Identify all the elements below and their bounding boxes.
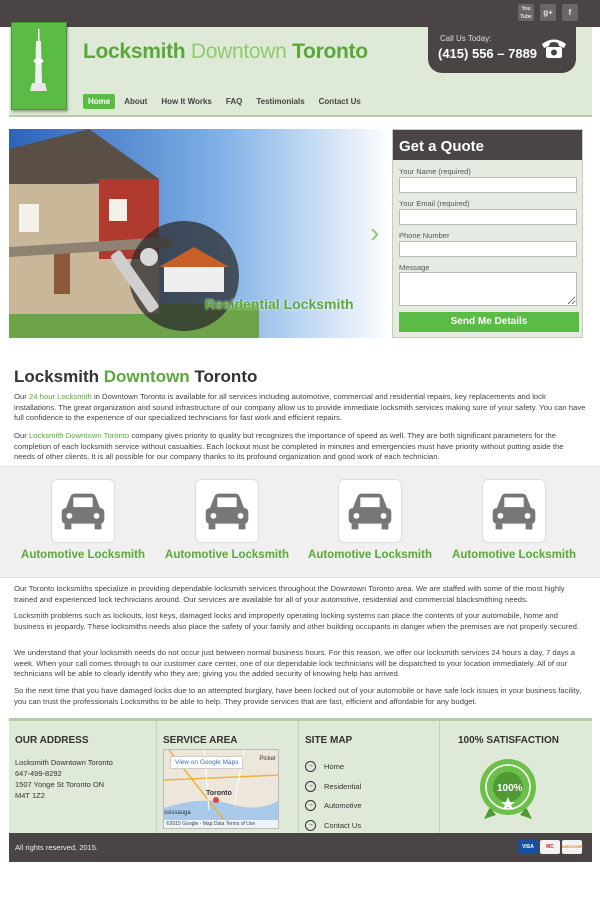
24-hour-link[interactable]: 24 hour Locksmith [28, 392, 92, 401]
sitemap-home[interactable]: → Home [307, 762, 345, 772]
youtube-icon[interactable]: You Tube [518, 4, 534, 21]
call-box [428, 27, 576, 73]
service-item[interactable] [13, 479, 153, 561]
service-label: Automotive Locksmith [452, 549, 576, 561]
address-phone: 647-499-8292 [15, 769, 62, 778]
nav-home[interactable]: Home [83, 94, 115, 109]
sitemap-contact[interactable]: → Contact Us [307, 820, 362, 830]
visa-icon: VISA [518, 840, 538, 854]
arrow-right-icon: → [305, 781, 316, 792]
sitemap-residential[interactable]: → Residential [307, 781, 362, 791]
service-label: Automotive Locksmith [21, 549, 145, 561]
company-link[interactable]: Locksmith Downtown Toronto [28, 431, 130, 440]
view-on-maps-button[interactable]: View on Google Maps [170, 756, 243, 769]
service-area-column [157, 721, 299, 836]
top-bar [0, 0, 600, 27]
body-paragraph-1: Our Toronto locksmiths specialize in providing dependable locksmith services throughout the Downtown Toronto area. We are staffed with some of the most highly trained and experienced lock technicians around. Our services are available for all of your automotive, residential and commercial blacksmithing needs. [14, 584, 565, 604]
service-area-map[interactable] [163, 749, 279, 829]
payment-cards [518, 840, 582, 854]
phone-input[interactable] [399, 241, 577, 257]
service-label: Automotive Locksmith [165, 549, 289, 561]
map-attribution: ©2015 Google - Map Data Terms of Use [164, 820, 278, 828]
hero-slider[interactable] [9, 129, 391, 338]
body-paragraph-4: So the next time that you have damaged locks due to an attempted burglary, have been locked out of your automobile or have safe lock issues in your business facility, you can trust the professionals Locksmiths to be able to help. They provide services that are fast, efficient and affordable for any budget. [14, 686, 582, 706]
arrow-right-icon: → [305, 761, 316, 772]
quote-title: Get a Quote [393, 130, 582, 160]
service-item[interactable] [300, 479, 440, 561]
sitemap-heading: SITE MAP [305, 735, 353, 746]
bottom-bar [9, 833, 592, 862]
cn-tower-icon [12, 23, 68, 111]
page-title: Locksmith Downtown Toronto [14, 367, 258, 386]
sitemap-automotive[interactable]: → Automotive [307, 801, 362, 811]
google-plus-icon[interactable]: g+ [540, 4, 556, 21]
satisfaction-heading: 100% SATISFACTION [458, 735, 559, 746]
send-button[interactable]: Send Me Details [399, 312, 579, 332]
main-nav [83, 94, 366, 109]
copyright-text: All rights reserved, 2015. [15, 843, 98, 852]
car-icon [482, 479, 546, 543]
body-paragraph-2: Locksmith problems such as lockouts, lost keys, damaged locks and improperly operating locking systems can place the contents of your automobile, home and business in jeopardy. These locksmiths needs also place the safety of your family and other building occupants in danger when the premises are not properly secured. [14, 611, 580, 631]
footer [9, 718, 592, 833]
nav-contact[interactable]: Contact Us [318, 97, 361, 106]
service-item[interactable] [444, 479, 584, 561]
message-label: Message [399, 263, 430, 272]
nav-testimonials[interactable]: Testimonials [256, 97, 305, 106]
arrow-right-icon: → [305, 800, 316, 811]
site-brand[interactable]: Locksmith Downtown Toronto [83, 40, 368, 63]
service-item[interactable] [157, 479, 297, 561]
map-label-toronto: Toronto [206, 790, 232, 797]
name-input[interactable] [399, 177, 577, 193]
body-paragraph-3: We understand that your locksmith needs do not occur just between normal business hours. For this reason, we offer our locksmith services 24 hours a day, 7 days a week. When your call comes through to our customer care center, one of our dependable lock technicians will be dispatched to your location immediately. All of our technicians will be able to clearly identify who they are; giving you the added security of knowing help has arrived. [14, 648, 576, 679]
discover-icon: DISCOVER [562, 840, 582, 854]
nav-about[interactable]: About [124, 97, 148, 106]
arrow-right-icon: → [305, 820, 316, 831]
phone-number[interactable]: (415) 556 – 7889 [438, 46, 538, 61]
sitemap-column [299, 721, 440, 836]
header [9, 27, 592, 117]
car-icon [51, 479, 115, 543]
message-textarea[interactable] [399, 272, 577, 306]
services-section [0, 466, 600, 578]
nav-faq[interactable]: FAQ [225, 97, 243, 106]
address-line: Locksmith Downtown Toronto [15, 758, 113, 767]
call-label: Call Us Today: [440, 34, 492, 43]
intro-paragraph-2: Our Locksmith Downtown Toronto company gives priority to quality but recognizes the importance of speed as well. They are both significant parameters for the completion of each locksmith service without casualties. Each lockout must be completed in minutes and emergencies must have priority without putting aside the needs of other clients. It is all possible for our company thanks to its profound organization and good work of each technician. [14, 431, 564, 462]
car-icon [338, 479, 402, 543]
intro-paragraph-1: Our 24 hour Locksmith in Downtown Toronto is available for all services including automotive, commercial and residential repairs, key replacements and lock installations. The great organization and sound infrastructure of our company allow us to provide immediate locksmith services making sure of your safety. You can have full confidence to the experience of our specialized technicians for fast work and efficient repairs. [14, 392, 586, 423]
social-links [518, 4, 578, 21]
telephone-icon [540, 36, 568, 60]
mastercard-icon: MC [540, 840, 560, 854]
facebook-icon[interactable]: f [562, 4, 578, 21]
slider-next-arrow[interactable]: › [370, 217, 380, 248]
map-label-picker: Picker [259, 756, 276, 762]
slide-caption: Residential Locksmith [205, 296, 354, 312]
email-input[interactable] [399, 209, 577, 225]
address-postal: M4T 1Z2 [15, 791, 45, 800]
name-label: Your Name (required) [399, 167, 471, 176]
email-label: Your Email (required) [399, 199, 470, 208]
quote-form [392, 129, 583, 338]
service-label: Automotive Locksmith [308, 549, 432, 561]
address-heading: OUR ADDRESS [15, 735, 89, 746]
address-street: 1507 Yonge St Toronto ON [15, 780, 105, 789]
address-column [9, 721, 157, 836]
phone-label: Phone Number [399, 231, 450, 240]
nav-how-it-works[interactable]: How It Works [161, 97, 212, 106]
badge-text: 100% [497, 783, 523, 794]
logo[interactable] [11, 22, 67, 110]
satisfaction-column [440, 721, 592, 836]
map-label-mississauga: ssissauga [164, 810, 191, 816]
service-area-heading: SERVICE AREA [163, 735, 238, 746]
car-icon [195, 479, 259, 543]
